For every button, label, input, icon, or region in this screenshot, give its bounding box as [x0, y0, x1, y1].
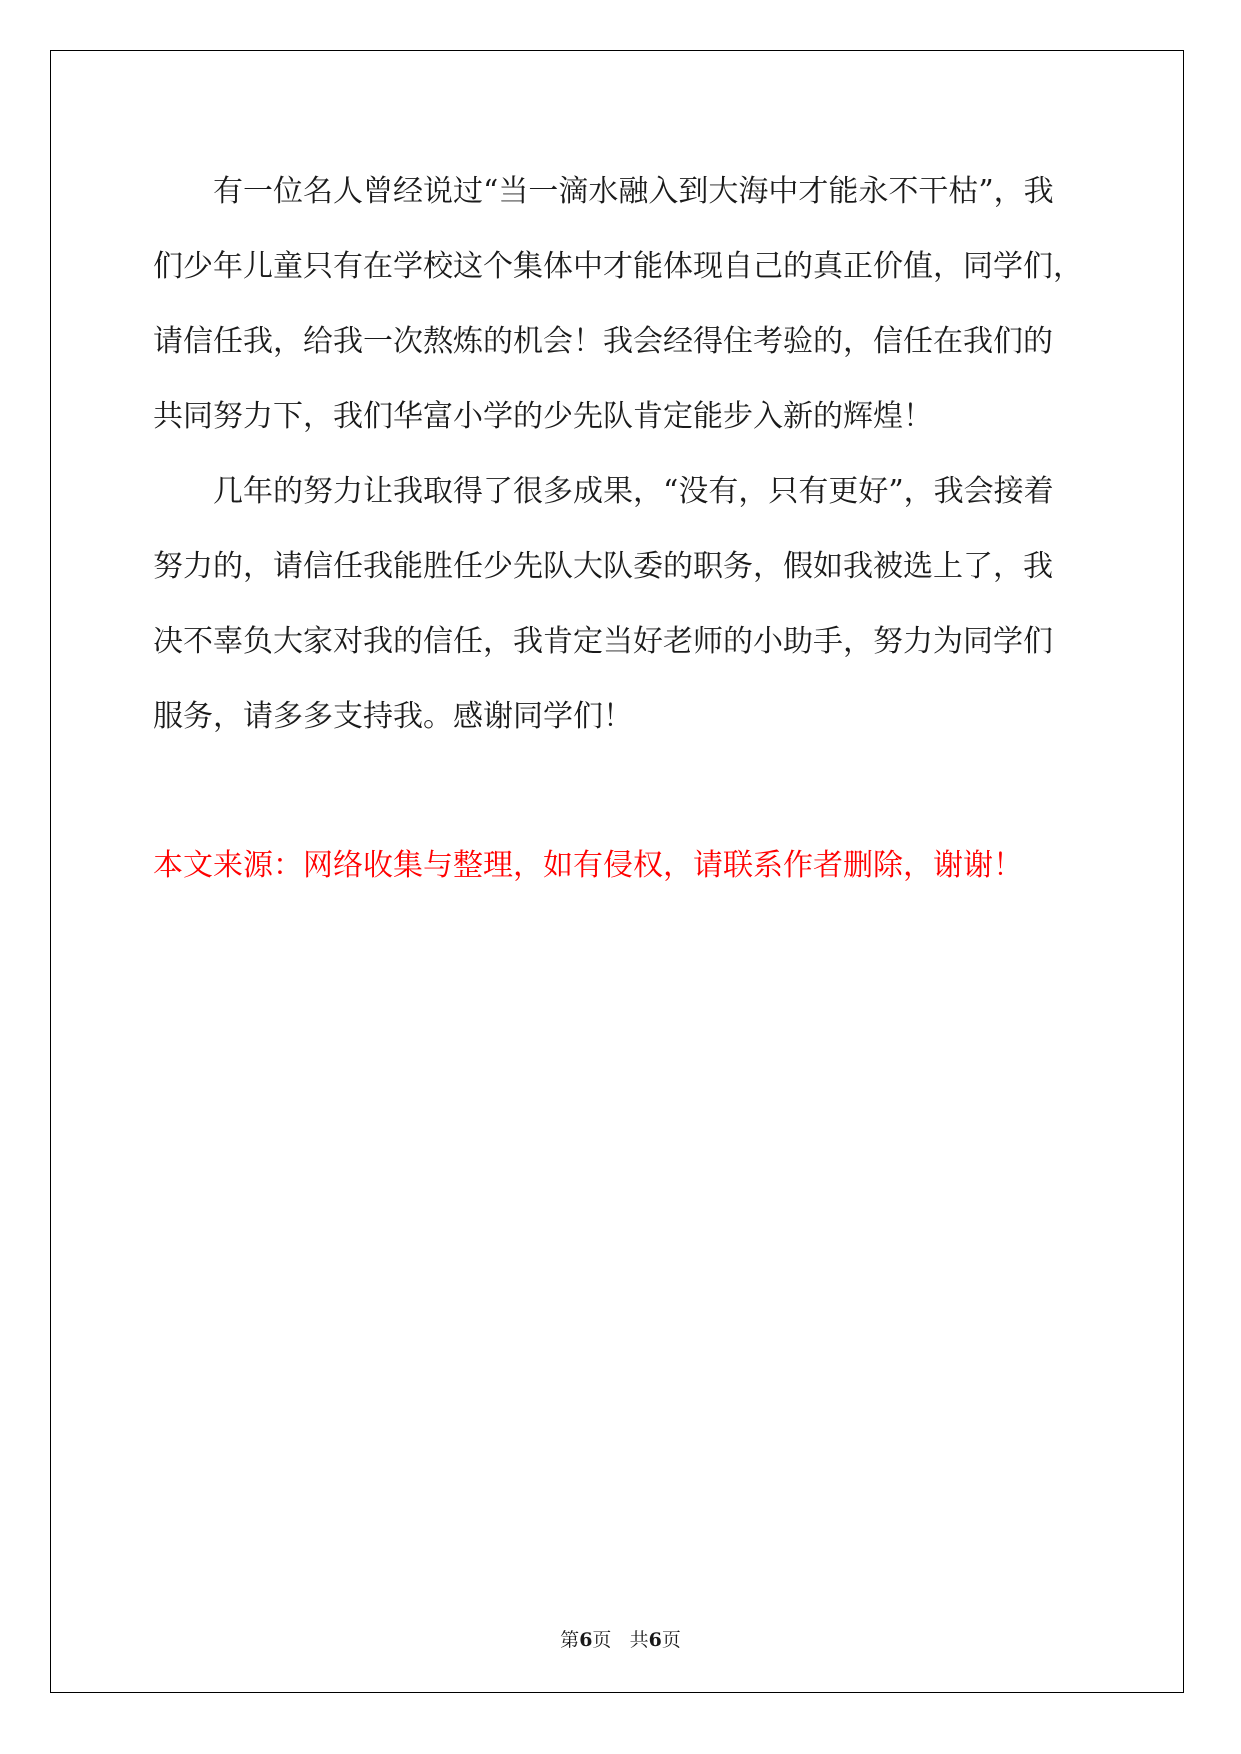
paragraph-2-line-4: 服务，请多多支持我。感谢同学们！ — [153, 699, 633, 734]
paragraph-1-line-3: 请信任我，给我一次熬炼的机会！我会经得住考验的，信任在我们的 — [153, 324, 1053, 359]
footer-total-suffix: 页 — [661, 1629, 681, 1651]
footer-total-prefix: 共 — [629, 1629, 649, 1651]
paragraph-2-line-2: 努力的，请信任我能胜任少先队大队委的职务，假如我被选上了，我 — [153, 549, 1053, 584]
page-footer — [0, 1628, 1241, 1652]
paragraph-1-line-1: 有一位名人曾经说过“当一滴水融入到大海中才能永不干枯”，我 — [213, 174, 1054, 209]
footer-total-pages: 6 — [648, 1629, 662, 1651]
paragraph-2-line-3: 决不辜负大家对我的信任，我肯定当好老师的小助手，努力为同学们 — [153, 624, 1053, 659]
source-note: 本文来源：网络收集与整理，如有侵权，请联系作者删除，谢谢！ — [153, 848, 1023, 883]
paragraph-1-line-4: 共同努力下，我们华富小学的少先队肯定能步入新的辉煌！ — [153, 399, 933, 434]
paragraph-1-line-2: 们少年儿童只有在学校这个集体中才能体现自己的真正价值，同学们， — [153, 249, 1083, 284]
paragraph-2-line-1: 几年的努力让我取得了很多成果，“没有，只有更好”，我会接着 — [213, 474, 1054, 509]
footer-page-word: 页 — [592, 1629, 612, 1651]
footer-current-page: 6 — [579, 1629, 593, 1651]
footer-prefix: 第 — [560, 1629, 580, 1651]
